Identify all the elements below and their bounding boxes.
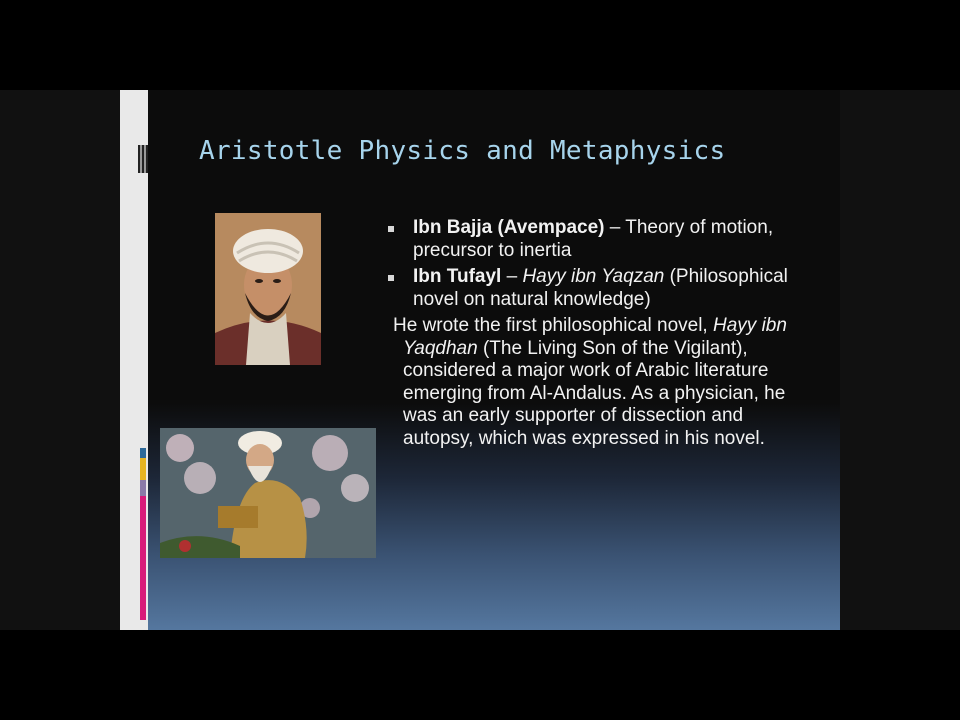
bullet-marker bbox=[388, 275, 394, 281]
bullet-text: (Philosophical novel on natural knowledge) bbox=[413, 266, 788, 310]
bullet-text: – Theory of motion, precursor to inertia bbox=[413, 217, 774, 261]
bullet-italic-text: Hayy ibn Yaqzan bbox=[522, 266, 665, 287]
description-paragraph bbox=[383, 315, 803, 450]
bullet-bold-text: Ibn Tufayl bbox=[413, 266, 502, 287]
paragraph-text-end: (The Living Son of the Vigilant), considered a major work of Arabic literature emerging from Al-Andalus. As a physician, he was an early supporter of dissection and autopsy, which was expressed in his novel. bbox=[403, 337, 786, 449]
bullet-ibn-bajja bbox=[383, 217, 803, 262]
slide-left-strip bbox=[120, 90, 148, 630]
strip-marks bbox=[138, 145, 148, 173]
accent-color-bar bbox=[140, 448, 146, 620]
bullet-ibn-tufayl bbox=[383, 266, 803, 311]
ibn-tufayl-miniature bbox=[160, 428, 376, 558]
ibn-bajja-portrait bbox=[215, 213, 321, 365]
slide-body bbox=[383, 217, 803, 450]
presentation-slide bbox=[120, 90, 840, 630]
paragraph-italic-title: Hayy ibn Yaqdhan bbox=[403, 315, 787, 359]
bullet-marker bbox=[388, 226, 394, 232]
paragraph-text-start: He wrote the first philosophical novel, bbox=[393, 315, 713, 336]
slide-title: Aristotle Physics and Metaphysics bbox=[199, 136, 726, 166]
bullet-bold-text: Ibn Bajja (Avempace) bbox=[413, 217, 605, 238]
bullet-separator: – bbox=[501, 266, 523, 287]
